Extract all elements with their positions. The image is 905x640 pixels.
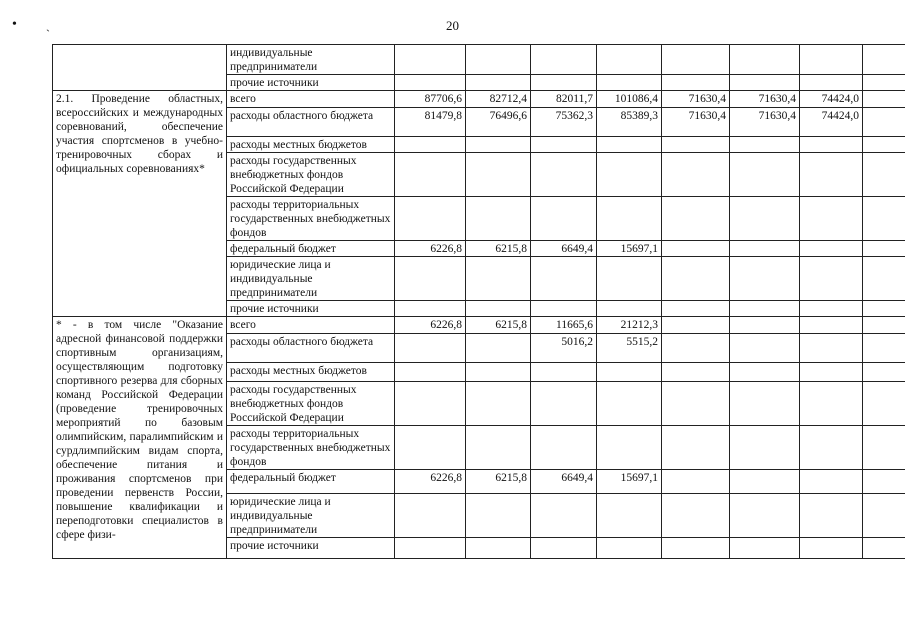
amount-cell <box>800 197 863 241</box>
amount-cell <box>395 257 466 301</box>
amount-cell <box>863 538 905 559</box>
amount-cell <box>800 75 863 91</box>
amount-cell <box>662 75 730 91</box>
amount-cell <box>863 494 905 538</box>
amount-cell <box>800 494 863 538</box>
amount-cell <box>597 153 662 197</box>
amount-cell: 5515,2 <box>597 334 662 363</box>
amount-cell <box>395 538 466 559</box>
amount-cell <box>466 153 531 197</box>
amount-cell <box>863 75 905 91</box>
amount-cell <box>531 382 597 426</box>
amount-cell <box>395 137 466 153</box>
amount-cell <box>597 257 662 301</box>
amount-cell <box>662 494 730 538</box>
funding-source-cell: расходы местных бюджетов <box>227 363 395 382</box>
funding-source-cell: расходы территориальных государственных внебюджетных фондов <box>227 426 395 470</box>
amount-cell <box>531 363 597 382</box>
amount-cell: 5016,2 <box>531 334 597 363</box>
amount-cell <box>597 197 662 241</box>
amount-cell <box>730 75 800 91</box>
amount-cell <box>730 382 800 426</box>
funding-source-cell: расходы местных бюджетов <box>227 137 395 153</box>
amount-cell <box>531 494 597 538</box>
amount-cell <box>800 470 863 494</box>
amount-cell <box>730 317 800 334</box>
amount-cell <box>597 382 662 426</box>
amount-cell <box>466 334 531 363</box>
amount-cell <box>730 197 800 241</box>
amount-cell <box>863 334 905 363</box>
funding-source-cell: расходы государственных внебюджетных фондов Российской Федерации <box>227 382 395 426</box>
amount-cell <box>730 45 800 75</box>
amount-cell <box>395 426 466 470</box>
amount-cell <box>863 426 905 470</box>
scan-mark-tick: ˏ <box>46 18 50 32</box>
amount-cell <box>662 470 730 494</box>
amount-cell: 6215,8 <box>466 241 531 257</box>
amount-cell <box>662 301 730 317</box>
amount-cell <box>800 334 863 363</box>
amount-cell <box>395 75 466 91</box>
amount-cell: 6226,8 <box>395 241 466 257</box>
amount-cell <box>662 334 730 363</box>
amount-cell <box>395 153 466 197</box>
amount-cell <box>863 91 905 108</box>
amount-cell <box>395 45 466 75</box>
amount-cell <box>597 363 662 382</box>
amount-cell <box>597 494 662 538</box>
amount-cell <box>730 470 800 494</box>
funding-source-cell: всего <box>227 91 395 108</box>
amount-cell <box>730 137 800 153</box>
amount-cell <box>597 45 662 75</box>
amount-cell <box>730 363 800 382</box>
funding-source-cell: всего <box>227 317 395 334</box>
amount-cell <box>800 538 863 559</box>
amount-cell <box>466 494 531 538</box>
amount-cell <box>863 382 905 426</box>
amount-cell <box>730 241 800 257</box>
amount-cell <box>466 75 531 91</box>
funding-source-cell: расходы территориальных государственных внебюджетных фондов <box>227 197 395 241</box>
table-row <box>53 45 905 75</box>
amount-cell <box>531 426 597 470</box>
amount-cell <box>531 75 597 91</box>
amount-cell <box>395 382 466 426</box>
funding-source-cell: федеральный бюджет <box>227 470 395 494</box>
amount-cell: 71630,4 <box>730 91 800 108</box>
amount-cell <box>730 538 800 559</box>
amount-cell <box>800 317 863 334</box>
amount-cell <box>863 363 905 382</box>
amount-cell: 6215,8 <box>466 317 531 334</box>
amount-cell <box>662 197 730 241</box>
amount-cell: 15697,1 <box>597 470 662 494</box>
funding-source-cell: расходы областного бюджета <box>227 334 395 363</box>
amount-cell: 74424,0 <box>800 108 863 137</box>
amount-cell <box>597 426 662 470</box>
amount-cell: 21212,3 <box>597 317 662 334</box>
amount-cell: 81479,8 <box>395 108 466 137</box>
funding-source-cell: юридические лица и индивидуальные предприниматели <box>227 494 395 538</box>
amount-cell <box>597 75 662 91</box>
amount-cell <box>800 137 863 153</box>
funding-source-cell: юридические лица и индивидуальные предприниматели <box>227 257 395 301</box>
amount-cell <box>800 363 863 382</box>
table-row <box>53 317 905 334</box>
amount-cell: 71630,4 <box>662 108 730 137</box>
amount-cell <box>662 153 730 197</box>
amount-cell <box>662 317 730 334</box>
amount-cell <box>395 494 466 538</box>
amount-cell <box>466 257 531 301</box>
amount-cell <box>531 153 597 197</box>
amount-cell <box>662 257 730 301</box>
scan-mark-dot: • <box>12 17 17 32</box>
amount-cell <box>466 426 531 470</box>
amount-cell <box>531 538 597 559</box>
amount-cell <box>466 363 531 382</box>
amount-cell <box>863 45 905 75</box>
activity-description-cell: * - в том числе "Оказание адресной финансовой поддержки спортивным организациям, осуществляющим подготовку спортивного резерва для сборных команд Российской Федерации (проведение тренировочных мероприятий по базовым олимпийским, паралимпийским и сурдлимпийским видам спорта, обеспечение питания и проживания спортсменов при проведении первенств России, повышение квалификации и переподготовки специалистов в сфере физи- <box>53 317 227 559</box>
amount-cell <box>662 241 730 257</box>
amount-cell <box>662 45 730 75</box>
amount-cell: 6226,8 <box>395 470 466 494</box>
amount-cell <box>863 108 905 137</box>
amount-cell <box>395 197 466 241</box>
funding-source-cell: расходы государственных внебюджетных фондов Российской Федерации <box>227 153 395 197</box>
funding-source-cell: прочие источники <box>227 75 395 91</box>
table-row <box>53 91 905 108</box>
amount-cell <box>662 426 730 470</box>
amount-cell <box>730 257 800 301</box>
amount-cell: 75362,3 <box>531 108 597 137</box>
amount-cell: 74424,0 <box>800 91 863 108</box>
amount-cell <box>466 197 531 241</box>
amount-cell <box>730 153 800 197</box>
budget-table-body <box>53 45 905 559</box>
amount-cell <box>800 45 863 75</box>
amount-cell: 11665,6 <box>531 317 597 334</box>
amount-cell <box>800 382 863 426</box>
amount-cell <box>466 301 531 317</box>
amount-cell <box>597 301 662 317</box>
amount-cell <box>662 538 730 559</box>
funding-source-cell: прочие источники <box>227 538 395 559</box>
amount-cell: 6215,8 <box>466 470 531 494</box>
amount-cell <box>863 470 905 494</box>
funding-source-cell: индивидуальные предприниматели <box>227 45 395 75</box>
amount-cell <box>531 301 597 317</box>
amount-cell: 85389,3 <box>597 108 662 137</box>
amount-cell <box>597 137 662 153</box>
amount-cell <box>800 241 863 257</box>
funding-source-cell: прочие источники <box>227 301 395 317</box>
amount-cell: 76496,6 <box>466 108 531 137</box>
amount-cell <box>597 538 662 559</box>
amount-cell <box>863 317 905 334</box>
amount-cell <box>800 257 863 301</box>
amount-cell <box>531 197 597 241</box>
amount-cell <box>662 382 730 426</box>
amount-cell <box>395 334 466 363</box>
amount-cell <box>730 334 800 363</box>
budget-table <box>52 44 905 559</box>
amount-cell <box>863 153 905 197</box>
amount-cell <box>466 382 531 426</box>
amount-cell <box>800 153 863 197</box>
amount-cell <box>531 45 597 75</box>
amount-cell <box>863 137 905 153</box>
amount-cell: 87706,6 <box>395 91 466 108</box>
activity-description-cell <box>53 45 227 91</box>
funding-source-cell: расходы областного бюджета <box>227 108 395 137</box>
page-number: 20 <box>446 18 459 33</box>
amount-cell <box>531 257 597 301</box>
funding-source-cell: федеральный бюджет <box>227 241 395 257</box>
amount-cell <box>662 363 730 382</box>
amount-cell: 6226,8 <box>395 317 466 334</box>
amount-cell <box>730 301 800 317</box>
amount-cell <box>395 363 466 382</box>
amount-cell <box>531 137 597 153</box>
amount-cell <box>662 137 730 153</box>
amount-cell <box>730 426 800 470</box>
amount-cell: 15697,1 <box>597 241 662 257</box>
amount-cell <box>730 494 800 538</box>
amount-cell <box>800 301 863 317</box>
amount-cell <box>800 426 863 470</box>
amount-cell: 82712,4 <box>466 91 531 108</box>
activity-description-cell: 2.1. Проведение областных, всероссийских и международных соревнований, обеспечение участия спортсменов в учебно-тренировочных сборах и официальных соревнованиях* <box>53 91 227 317</box>
amount-cell <box>863 301 905 317</box>
amount-cell <box>395 301 466 317</box>
amount-cell <box>466 45 531 75</box>
amount-cell: 71630,4 <box>730 108 800 137</box>
amount-cell <box>863 241 905 257</box>
amount-cell: 6649,4 <box>531 241 597 257</box>
amount-cell: 6649,4 <box>531 470 597 494</box>
amount-cell: 71630,4 <box>662 91 730 108</box>
amount-cell <box>863 197 905 241</box>
amount-cell: 101086,4 <box>597 91 662 108</box>
amount-cell <box>466 137 531 153</box>
amount-cell <box>863 257 905 301</box>
amount-cell <box>466 538 531 559</box>
amount-cell: 82011,7 <box>531 91 597 108</box>
